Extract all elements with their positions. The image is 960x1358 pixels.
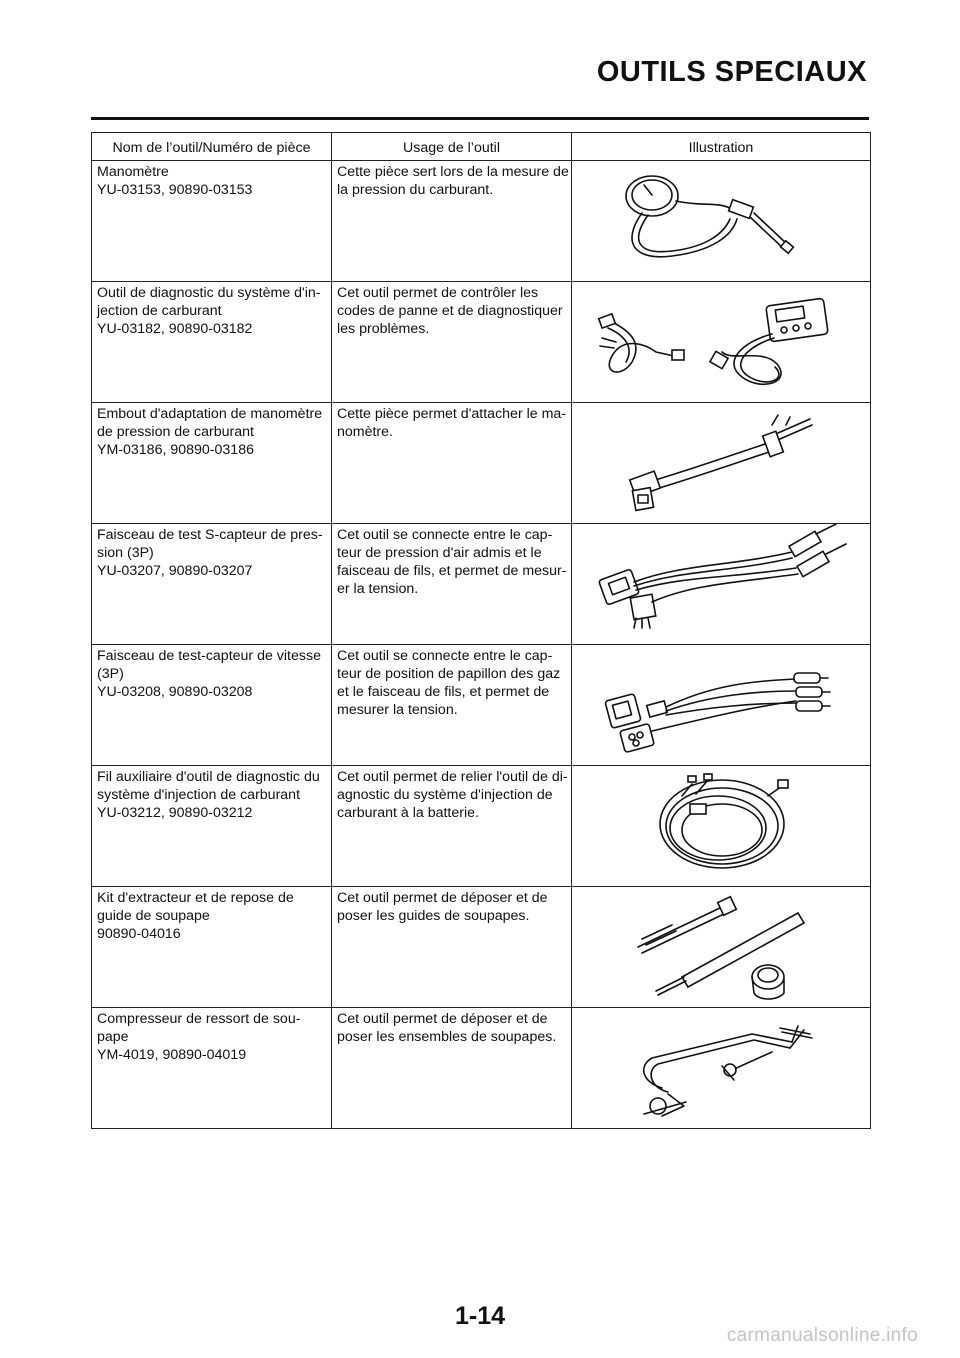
tool-name-line: Faisceau de test-capteur de vitesse — [97, 648, 321, 664]
tool-usage-line: codes de panne et de diagnostiquer — [337, 303, 563, 319]
tool-usage-line: mesurer la tension. — [337, 702, 458, 718]
tool-usage-line: faisceau de fils, et permet de mesur- — [337, 563, 567, 579]
tool-usage-line: Cet outil permet de relier l'outil de di- — [337, 769, 568, 785]
illustration-cell — [572, 524, 871, 645]
tool-usage-cell — [332, 645, 572, 766]
column-header-illustration: Illustration — [572, 133, 871, 161]
illustration-cell — [572, 887, 871, 1008]
tool-usage-line: poser les ensembles de soupapes. — [337, 1029, 557, 1045]
tool-usage-line: er la tension. — [337, 581, 419, 597]
tool-usage-line: teur de pression d'air admis et le — [337, 545, 542, 561]
tool-name-line: (3P) — [97, 666, 124, 682]
valve-spring-compressor-illustration — [572, 1008, 869, 1126]
table-row — [92, 1008, 871, 1129]
tool-name-cell — [92, 403, 332, 524]
tool-usage-line: les problèmes. — [337, 321, 430, 337]
tool-name-line: système d'injection de carburant — [97, 787, 301, 803]
tool-part-number: 90890-04016 — [97, 926, 181, 942]
tool-name-line: Kit d'extracteur et de repose de — [97, 890, 294, 906]
title-rule — [91, 117, 869, 120]
tool-name-line: Outil de diagnostic du système d'in- — [97, 285, 321, 301]
tool-name-line: Embout d'adaptation de manomètre — [97, 406, 323, 422]
tool-usage-line: Cette pièce permet d'attacher le ma- — [337, 406, 567, 422]
tool-usage-line: la pression du carburant. — [337, 182, 494, 198]
tool-name-line: sion (3P) — [97, 545, 154, 561]
illustration-cell — [572, 645, 871, 766]
pressure-gauge-illustration — [572, 161, 869, 279]
tool-part-number: YU-03208, 90890-03208 — [97, 684, 253, 700]
tool-name-line: guide de soupape — [97, 908, 210, 924]
table-row — [92, 282, 871, 403]
tool-usage-line: Cet outil se connecte entre le cap- — [337, 648, 553, 664]
tool-usage-cell — [332, 887, 572, 1008]
tool-name-line: Compresseur de ressort de sou- — [97, 1011, 301, 1027]
tool-usage-line: carburant à la batterie. — [337, 805, 479, 821]
tool-name-cell — [92, 524, 332, 645]
tool-name-cell — [92, 645, 332, 766]
special-tools-table — [91, 132, 871, 1129]
illustration-cell — [572, 282, 871, 403]
table-row — [92, 524, 871, 645]
tool-usage-cell — [332, 282, 572, 403]
tool-part-number: YU-03182, 90890-03182 — [97, 321, 253, 337]
tool-usage-line: Cette pièce sert lors de la mesure de — [337, 164, 569, 180]
table-row — [92, 887, 871, 1008]
table-row — [92, 403, 871, 524]
column-header-name: Nom de l’outil/Numéro de pièce — [92, 133, 332, 161]
watermark: carmanualsonline.info — [726, 1325, 918, 1346]
tool-usage-line: Cet outil se connecte entre le cap- — [337, 527, 553, 543]
illustration-cell — [572, 403, 871, 524]
column-header-usage: Usage de l’outil — [332, 133, 572, 161]
tool-usage-line: nomètre. — [337, 424, 393, 440]
table-row — [92, 645, 871, 766]
tool-name-cell — [92, 1008, 332, 1129]
tool-name-line: de pression de carburant — [97, 424, 254, 440]
tool-usage-cell — [332, 1008, 572, 1129]
tool-part-number: YM-4019, 90890-04019 — [97, 1047, 247, 1063]
auxiliary-lead-illustration — [572, 766, 869, 884]
page-title: OUTILS SPECIAUX — [596, 56, 867, 88]
page-number: 1-14 — [454, 1302, 506, 1330]
tool-name-cell — [92, 766, 332, 887]
tool-part-number: YM-03186, 90890-03186 — [97, 442, 254, 458]
tool-usage-cell — [332, 524, 572, 645]
tool-name-line: pape — [97, 1029, 129, 1045]
tool-name-cell — [92, 887, 332, 1008]
tool-name-line: jection de carburant — [97, 303, 222, 319]
illustration-cell — [572, 161, 871, 282]
tool-usage-line: Cet outil permet de déposer et de — [337, 1011, 548, 1027]
table-row — [92, 161, 871, 282]
diagnostic-tool-illustration — [572, 282, 869, 400]
tool-name-line: Fil auxiliaire d'outil de diagnostic du — [97, 769, 320, 785]
tool-usage-line: teur de position de papillon des gaz — [337, 666, 561, 682]
tool-usage-line: poser les guides de soupapes. — [337, 908, 530, 924]
tool-usage-line: Cet outil permet de contrôler les — [337, 285, 539, 301]
tool-usage-line: et le faisceau de fils, et permet de — [337, 684, 550, 700]
tool-usage-cell — [332, 161, 572, 282]
tool-part-number: YU-03207, 90890-03207 — [97, 563, 253, 579]
tool-name-line: Faisceau de test S-capteur de pres- — [97, 527, 323, 543]
tool-name-cell — [92, 161, 332, 282]
table-row — [92, 766, 871, 887]
tool-name-cell — [92, 282, 332, 403]
illustration-cell — [572, 766, 871, 887]
tool-usage-cell — [332, 766, 572, 887]
table-header-row — [92, 133, 871, 161]
tool-usage-line: agnostic du système d'injection de — [337, 787, 553, 803]
adapter-illustration — [572, 403, 869, 521]
illustration-cell — [572, 1008, 871, 1129]
tool-name-line: Manomètre — [97, 164, 169, 180]
tool-part-number: YU-03212, 90890-03212 — [97, 805, 253, 821]
speed-sensor-harness-illustration — [572, 645, 869, 763]
valve-guide-kit-illustration — [572, 887, 869, 1005]
tool-usage-line: Cet outil permet de déposer et de — [337, 890, 548, 906]
tool-usage-cell — [332, 403, 572, 524]
tool-part-number: YU-03153, 90890-03153 — [97, 182, 253, 198]
pressure-sensor-harness-illustration — [572, 524, 869, 642]
